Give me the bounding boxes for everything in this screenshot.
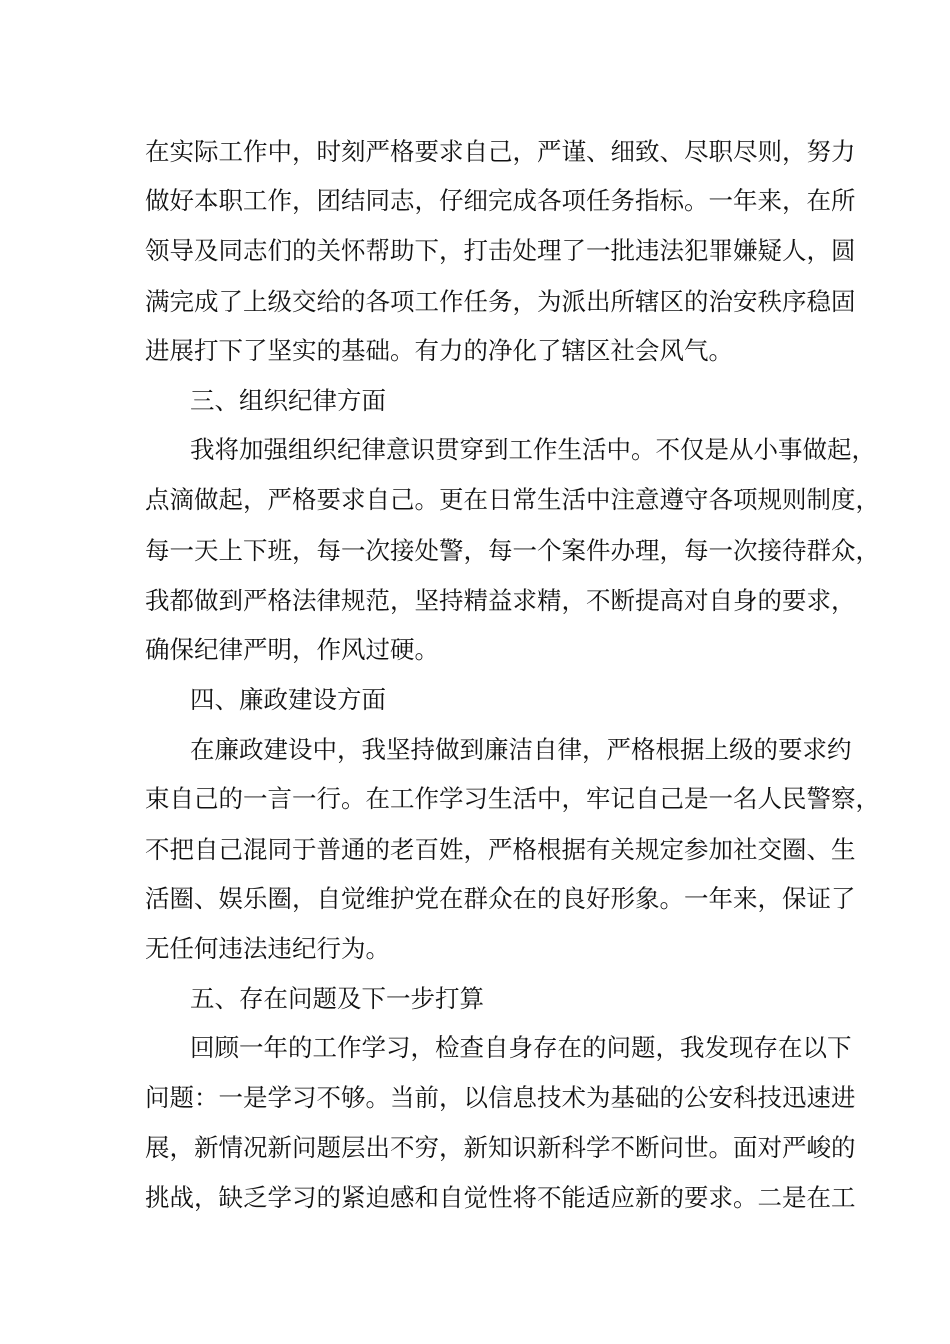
section-heading: 三、组织纪律方面 xyxy=(190,386,386,415)
paragraph-line: 满完成了上级交给的各项工作任务，为派出所辖区的治安秩序稳固 xyxy=(145,287,856,316)
paragraph-line: 回顾一年的工作学习，检查自身存在的问题，我发现存在以下 xyxy=(190,1033,852,1062)
paragraph-line: 束自己的一言一行。在工作学习生活中，牢记自己是一名人民警察， xyxy=(145,784,880,813)
paragraph-line: 不把自己混同于普通的老百姓，严格根据有关规定参加社交圈、生 xyxy=(145,835,856,864)
paragraph-line: 确保纪律严明，作风过硬。 xyxy=(145,635,439,664)
paragraph-line: 在廉政建设中，我坚持做到廉洁自律，严格根据上级的要求约 xyxy=(190,735,852,764)
paragraph-line: 点滴做起，严格要求自己。更在日常生活中注意遵守各项规则制度， xyxy=(145,485,880,514)
paragraph-line: 无任何违法违纪行为。 xyxy=(145,934,390,963)
paragraph-line: 我将加强组织纪律意识贯穿到工作生活中。不仅是从小事做起， xyxy=(190,435,876,464)
paragraph-line: 每一天上下班，每一次接处警，每一个案件办理，每一次接待群众， xyxy=(145,536,880,565)
paragraph-line: 做好本职工作，团结同志，仔细完成各项任务指标。一年来，在所 xyxy=(145,186,856,215)
section-heading: 五、存在问题及下一步打算 xyxy=(190,984,484,1013)
paragraph-line: 进展打下了坚实的基础。有力的净化了辖区社会风气。 xyxy=(145,336,733,365)
paragraph-line: 问题：一是学习不够。当前，以信息技术为基础的公安科技迅速进 xyxy=(145,1083,856,1112)
paragraph-line: 领导及同志们的关怀帮助下，打击处理了一批违法犯罪嫌疑人，圆 xyxy=(145,236,856,265)
paragraph-line: 活圈、娱乐圈，自觉维护党在群众在的良好形象。一年来，保证了 xyxy=(145,884,856,913)
paragraph-line: 展，新情况新问题层出不穷，新知识新科学不断问世。面对严峻的 xyxy=(145,1133,856,1162)
paragraph-line: 挑战，缺乏学习的紧迫感和自觉性将不能适应新的要求。二是在工 xyxy=(145,1183,856,1212)
paragraph-line: 我都做到严格法律规范，坚持精益求精，不断提高对自身的要求， xyxy=(145,586,856,615)
paragraph-line: 在实际工作中，时刻严格要求自己，严谨、细致、尽职尽则，努力 xyxy=(145,137,856,166)
section-heading: 四、廉政建设方面 xyxy=(190,685,386,714)
